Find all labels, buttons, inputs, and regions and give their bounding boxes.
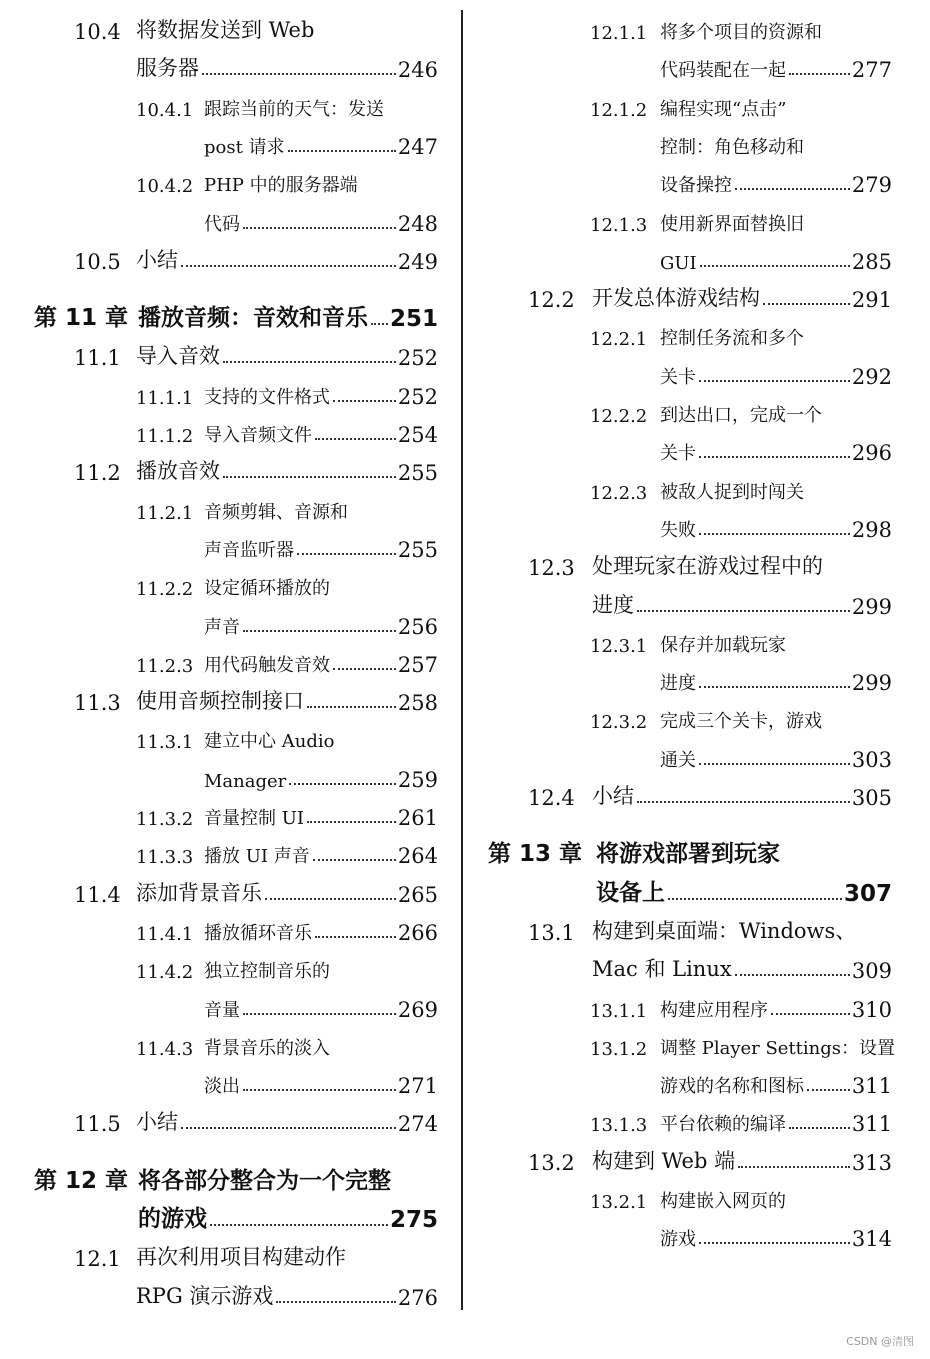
toc-entry-title: 调整 Player Settings：设置 [660, 1037, 896, 1059]
toc-page-number: 254 [397, 423, 438, 447]
toc-leader-dots [333, 668, 396, 670]
toc-page-number: 271 [397, 1074, 438, 1099]
toc-entry-title: 音频剪辑、音源和 [204, 501, 348, 523]
toc-entry-title: 独立控制音乐的 [204, 961, 330, 983]
toc-entry[interactable] [0, 605, 438, 639]
toc-entry-number: 12.3 [528, 556, 575, 581]
toc-entry-number: 11.4.1 [136, 923, 194, 945]
toc-leader-dots [243, 1013, 396, 1015]
toc-leader-dots [738, 1166, 850, 1168]
toc-entry-number: 10.5 [74, 249, 121, 274]
toc-entry[interactable] [0, 490, 438, 524]
toc-leader-dots [297, 553, 396, 555]
toc-entry-title: PHP 中的服务器端 [204, 175, 358, 197]
toc-entry[interactable] [462, 1026, 896, 1060]
toc-entry-title: GUI [660, 252, 697, 274]
toc-entry[interactable] [0, 873, 438, 907]
toc-entry-title: 编程实现“点击” [660, 98, 787, 120]
toc-entry-number: 11.3 [74, 691, 121, 716]
toc-entry-title: 将游戏部署到玩家 [596, 841, 780, 868]
toc-entry-title: 导入音频文件 [204, 425, 312, 446]
toc-entry[interactable] [462, 508, 892, 542]
toc-leader-dots [223, 476, 396, 478]
toc-entry[interactable] [0, 87, 438, 121]
toc-page-number: 311 [851, 1074, 892, 1099]
toc-page-number: 291 [851, 288, 892, 313]
toc-leader-dots [371, 323, 388, 325]
toc-entry[interactable] [0, 10, 438, 44]
toc-entry[interactable] [0, 48, 438, 82]
toc-entry-title: 通关 [660, 749, 696, 771]
toc-page-number: 247 [397, 134, 438, 159]
toc-entry-number: 11.4.2 [136, 962, 194, 984]
toc-entry[interactable] [0, 202, 438, 236]
toc-entry-number: 11.4 [74, 882, 121, 907]
toc-entry[interactable] [0, 528, 438, 562]
toc-entry[interactable] [462, 1141, 892, 1175]
toc-entry-title: 导入音效 [136, 344, 220, 369]
toc-leader-dots [243, 630, 396, 632]
toc-entry[interactable] [0, 719, 438, 753]
toc-entry[interactable] [0, 1161, 438, 1195]
toc-entry[interactable] [462, 87, 892, 121]
toc-entry-number: 第 13 章 [488, 841, 583, 868]
toc-page-number: 269 [397, 997, 438, 1022]
toc-leader-dots [243, 1089, 396, 1091]
toc-page-number: 285 [851, 249, 892, 274]
toc-entry[interactable] [462, 1217, 892, 1251]
toc-entry-number: 11.3.1 [136, 732, 194, 754]
toc-entry-title: Manager [204, 770, 287, 792]
toc-leader-dots [289, 783, 396, 785]
toc-entry-number: 12.1.2 [590, 99, 648, 121]
toc-page-number: 275 [389, 1207, 438, 1233]
toc-entry-title: 保存并加载玩家 [660, 634, 786, 656]
toc-entry-number: 13.1.2 [590, 1038, 648, 1060]
toc-page-number: 248 [397, 211, 438, 236]
toc-leader-dots [223, 361, 396, 363]
toc-leader-dots [265, 898, 396, 900]
toc-page-number: 307 [843, 880, 892, 907]
toc-leader-dots [763, 303, 850, 305]
toc-entry[interactable] [462, 546, 892, 580]
toc-leader-dots [699, 686, 850, 688]
toc-entry-title: 游戏 [660, 1229, 696, 1251]
toc-entry-number: 10.4.2 [136, 176, 194, 198]
toc-page-number: 299 [851, 671, 892, 696]
toc-leader-dots [276, 1301, 396, 1303]
toc-page-number: 261 [397, 806, 438, 830]
toc-entry-title: 到达出口，完成一个 [660, 405, 822, 426]
toc-entry-title: 播放音效 [136, 459, 220, 484]
toc-entry-title: 使用音频控制接口 [136, 689, 304, 714]
toc-entry-title: 音量控制 UI [204, 808, 305, 829]
toc-entry-number: 13.1.3 [590, 1115, 648, 1137]
toc-leader-dots [699, 456, 850, 458]
toc-entry-number: 第 11 章 [34, 305, 129, 332]
toc-entry-number: 13.1.1 [590, 1000, 648, 1022]
toc-entry-number: 10.4.1 [136, 99, 194, 121]
toc-entry-number: 11.2.3 [136, 655, 194, 677]
toc-entry-title: 进度 [660, 673, 696, 695]
toc-entry-title: post 请求 [204, 136, 285, 158]
toc-entry[interactable] [462, 163, 892, 197]
toc-leader-dots [699, 380, 850, 382]
toc-leader-dots [700, 265, 850, 267]
toc-entry-number: 13.2.1 [590, 1192, 648, 1213]
toc-entry-title: 开发总体游戏结构 [592, 286, 760, 311]
toc-entry[interactable] [0, 125, 438, 159]
toc-entry-number: 第 12 章 [34, 1167, 129, 1194]
toc-entry-title: 跟踪当前的天气：发送 [204, 98, 384, 120]
toc-entry-title: 进度 [592, 592, 634, 617]
toc-entry[interactable] [462, 202, 892, 236]
toc-entry[interactable] [462, 125, 892, 159]
toc-page-number: 264 [397, 844, 438, 869]
toc-leader-dots [315, 936, 396, 938]
toc-page-number: 303 [851, 747, 892, 772]
toc-entry[interactable] [0, 1199, 438, 1233]
toc-page-number: 255 [397, 537, 438, 562]
toc-entry-title: 关卡 [660, 366, 696, 388]
toc-leader-dots [789, 73, 850, 75]
toc-entry[interactable] [462, 48, 892, 82]
toc-entry-number: 13.2 [528, 1150, 575, 1175]
toc-entry-number: 12.1.1 [590, 23, 648, 44]
toc-entry[interactable] [462, 738, 892, 772]
toc-entry[interactable] [0, 413, 438, 447]
toc-entry[interactable] [462, 393, 892, 427]
toc-entry-title: 小结 [136, 247, 178, 272]
toc-entry-number: 12.3.1 [590, 635, 648, 657]
toc-entry-title: 设备上 [596, 879, 665, 906]
toc-entry[interactable] [0, 796, 438, 830]
toc-entry[interactable] [462, 240, 892, 274]
toc-leader-dots [307, 706, 396, 708]
toc-page-number: 314 [851, 1227, 892, 1252]
toc-entry-title: 失败 [660, 519, 696, 541]
toc-entry-number: 12.1 [74, 1247, 121, 1272]
toc-page-number: 313 [851, 1150, 892, 1175]
toc-entry-title: 背景音乐的淡入 [204, 1037, 330, 1059]
toc-page-number: 305 [851, 786, 892, 810]
toc-entry-number: 11.1 [74, 346, 121, 371]
toc-page-number: 252 [397, 384, 438, 409]
toc-page-number: 265 [397, 882, 438, 907]
toc-leader-dots [771, 1013, 850, 1015]
toc-entry[interactable] [0, 911, 438, 945]
toc-leader-dots [699, 763, 850, 765]
toc-page-number: 256 [397, 614, 438, 639]
toc-page-number: 257 [397, 652, 438, 677]
toc-entry-title: 将数据发送到 Web [136, 18, 315, 42]
toc-entry[interactable] [0, 336, 438, 370]
toc-entry-title: 将各部分整合为一个完整 [138, 1167, 391, 1194]
toc-entry-number: 11.2.2 [136, 579, 194, 601]
toc-entry-title: 将多个项目的资源和 [660, 22, 822, 43]
toc-page-number: 251 [389, 306, 438, 333]
toc-entry-number: 11.2.1 [136, 502, 194, 524]
toc-leader-dots [699, 1242, 850, 1244]
toc-entry-title: 的游戏 [138, 1206, 207, 1232]
toc-entry-title: 构建应用程序 [660, 999, 768, 1021]
toc-entry[interactable] [0, 643, 438, 677]
toc-entry[interactable] [0, 1237, 438, 1271]
toc-page-number: 259 [397, 767, 438, 792]
toc-entry[interactable] [462, 355, 892, 389]
toc-entry[interactable] [462, 316, 892, 350]
toc-entry-title: 建立中心 Audio [204, 731, 335, 753]
toc-entry[interactable] [462, 623, 892, 657]
toc-entry-number: 12.4 [528, 786, 575, 810]
toc-entry[interactable] [0, 566, 438, 600]
toc-leader-dots [181, 265, 396, 267]
toc-entry-title: 淡出 [204, 1076, 240, 1098]
toc-entry-title: 设定循环播放的 [204, 578, 330, 600]
toc-page-number: 296 [851, 441, 892, 466]
toc-entry[interactable] [0, 758, 438, 792]
toc-entry-number: 11.1.2 [136, 426, 194, 447]
toc-entry-title: Mac 和 Linux [592, 957, 732, 982]
toc-entry-title: 构建嵌入网页的 [660, 1191, 786, 1212]
toc-entry[interactable] [0, 681, 438, 715]
toc-entry[interactable] [462, 834, 892, 868]
toc-leader-dots [307, 821, 396, 823]
toc-entry[interactable] [462, 278, 892, 312]
toc-entry[interactable] [0, 1102, 438, 1136]
toc-entry[interactable] [462, 776, 892, 810]
toc-page-number: 246 [397, 58, 438, 83]
toc-entry-title: 构建到桌面端：Windows、 [592, 918, 857, 943]
toc-page-number: 277 [851, 58, 892, 83]
toc-leader-dots [735, 974, 850, 976]
toc-entry-title: 声音 [204, 616, 240, 638]
toc-entry[interactable] [462, 585, 892, 619]
toc-entry-title: 处理玩家在游戏过程中的 [592, 554, 823, 579]
toc-leader-dots [288, 150, 396, 152]
toc-entry[interactable] [462, 911, 892, 945]
toc-leader-dots [637, 610, 850, 612]
toc-entry[interactable] [0, 1026, 438, 1060]
toc-page-number: 299 [851, 594, 892, 619]
toc-entry[interactable] [462, 988, 892, 1022]
toc-entry-number: 12.1.3 [590, 214, 648, 236]
toc-page-number: 279 [851, 173, 892, 198]
toc-entry-number: 12.2.1 [590, 329, 648, 351]
toc-entry-title: 完成三个关卡，游戏 [660, 711, 822, 733]
toc-page-number: 255 [397, 461, 438, 486]
toc-entry-number: 11.2 [74, 461, 121, 486]
toc-entry[interactable] [462, 431, 892, 465]
toc-entry-title: 使用新界面替换旧 [660, 213, 804, 235]
toc-entry[interactable] [462, 10, 892, 44]
toc-leader-dots [668, 898, 842, 900]
toc-leader-dots [315, 438, 396, 440]
toc-entry-title: 游戏的名称和图标 [660, 1076, 804, 1098]
toc-leader-dots [807, 1089, 850, 1091]
toc-entry[interactable] [462, 470, 892, 504]
toc-page-number: 311 [851, 1112, 892, 1137]
toc-entry[interactable] [0, 240, 438, 274]
toc-entry[interactable] [462, 1102, 892, 1136]
toc-leader-dots [699, 533, 850, 535]
toc-entry-title: 服务器 [136, 56, 199, 81]
toc-entry-title: 声音监听器 [204, 539, 294, 561]
toc-entry[interactable] [0, 375, 438, 409]
toc-entry-number: 11.3.3 [136, 847, 194, 869]
toc-entry-number: 11.5 [74, 1112, 121, 1137]
toc-page-number: 298 [851, 517, 892, 542]
toc-entry-title: 平台依赖的编译 [660, 1114, 786, 1136]
toc-entry[interactable] [0, 163, 438, 197]
toc-entry-number: 12.2.3 [590, 482, 648, 504]
toc-entry-title: 小结 [592, 784, 634, 808]
toc-entry-title: 支持的文件格式 [204, 386, 330, 408]
watermark-text: CSDN @清图 [846, 1335, 914, 1348]
toc-leader-dots [637, 801, 850, 803]
toc-page-number: 252 [397, 346, 438, 371]
toc-entry[interactable] [462, 699, 892, 733]
toc-entry[interactable] [462, 1064, 892, 1098]
toc-entry-title: 被敌人捉到时闯关 [660, 481, 804, 503]
toc-leader-dots [333, 400, 396, 402]
toc-leader-dots [735, 188, 850, 190]
toc-entry[interactable] [0, 298, 438, 332]
toc-entry-title: 播放 UI 声音 [204, 846, 310, 868]
toc-entry-title: 控制：角色移动和 [660, 136, 804, 158]
toc-entry[interactable] [462, 949, 892, 983]
toc-entry-title: 控制任务流和多个 [660, 328, 804, 350]
toc-entry[interactable] [462, 873, 892, 907]
toc-leader-dots [243, 227, 396, 229]
toc-entry-title: 再次利用项目构建动作 [136, 1245, 346, 1270]
toc-page-number: 249 [397, 249, 438, 274]
toc-entry-title: 设备操控 [660, 175, 732, 197]
toc-page-number: 309 [851, 959, 892, 984]
toc-page-number: 292 [851, 364, 892, 389]
toc-entry[interactable] [462, 1179, 892, 1213]
toc-entry[interactable] [0, 1064, 438, 1098]
toc-entry[interactable] [0, 834, 438, 868]
toc-page-number: 266 [397, 920, 438, 945]
toc-leader-dots [313, 859, 396, 861]
toc-entry-number: 13.1 [528, 920, 575, 945]
toc-leader-dots [210, 1224, 388, 1226]
toc-page-number: 310 [851, 997, 892, 1022]
toc-entry-number: 12.3.2 [590, 712, 648, 734]
toc-entry-title: 小结 [136, 1110, 178, 1135]
toc-page-number: 258 [397, 691, 438, 716]
toc-leader-dots [181, 1127, 396, 1129]
toc-page-number: 276 [397, 1285, 438, 1310]
toc-entry[interactable] [0, 949, 438, 983]
toc-entry-title: 播放音频：音效和音乐 [138, 305, 368, 332]
toc-entry-number: 11.4.3 [136, 1038, 194, 1060]
toc-entry-title: 构建到 Web 端 [592, 1148, 736, 1173]
toc-entry-title: RPG 演示游戏 [136, 1283, 274, 1308]
toc-entry-title: 关卡 [660, 443, 696, 465]
toc-entry-title: 播放循环音乐 [204, 922, 312, 944]
toc-page-number: 274 [397, 1112, 438, 1137]
toc-leader-dots [202, 73, 396, 75]
toc-entry-title: 代码装配在一起 [660, 60, 786, 82]
toc-entry[interactable] [462, 661, 892, 695]
toc-entry-title: 音量 [204, 999, 240, 1021]
toc-entry-title: 用代码触发音效 [204, 654, 330, 676]
toc-entry[interactable] [0, 988, 438, 1022]
toc-entry-number: 12.2.2 [590, 406, 648, 427]
toc-entry-number: 11.3.2 [136, 809, 194, 830]
toc-leader-dots [789, 1127, 850, 1129]
toc-entry-title: 添加背景音乐 [136, 880, 262, 905]
toc-entry-title: 代码 [204, 213, 240, 235]
toc-entry-number: 12.2 [528, 288, 575, 313]
toc-entry[interactable] [0, 1276, 438, 1310]
toc-entry[interactable] [0, 451, 438, 485]
toc-entry-number: 11.1.1 [136, 387, 194, 409]
toc-entry-number: 10.4 [74, 20, 121, 44]
